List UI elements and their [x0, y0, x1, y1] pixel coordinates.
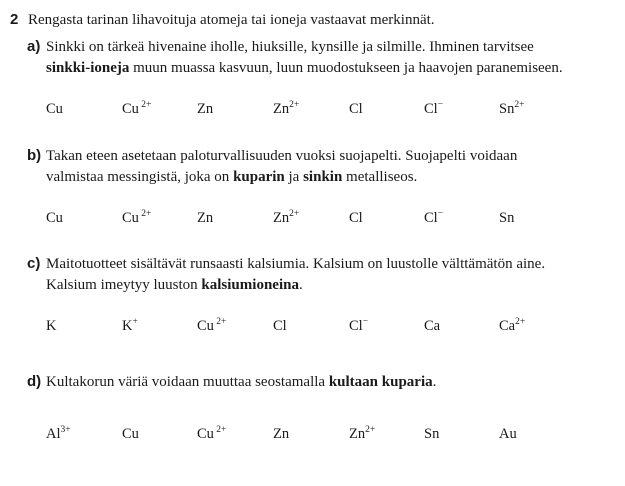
symbol-option[interactable]: Cl− — [349, 317, 369, 334]
symbol-row-a — [0, 101, 625, 121]
task-heading — [10, 10, 435, 30]
symbol-option[interactable]: Cu $^{2+}$ — [197, 425, 227, 442]
symbol-option[interactable]: $Zn^{2+}$ — [273, 100, 300, 117]
symbol-option[interactable]: Ca — [424, 318, 441, 334]
question-text: muun muassa kasvuun, luun muodostukseen ja haavojen paranemiseen. — [129, 59, 563, 76]
symbol-option[interactable]: Cu — [46, 210, 63, 226]
symbol-option[interactable]: Cl — [273, 318, 287, 334]
symbol-row-c — [0, 318, 625, 338]
symbol-option[interactable]: Zn — [197, 101, 214, 117]
symbol-option[interactable]: Au — [499, 426, 517, 442]
bold-term: kultaan kuparia — [328, 374, 433, 390]
question-text: Takan eteen asetetaan paloturvallisuuden vuoksi suojapelti. Suojapelti voidaan — [46, 148, 518, 164]
symbol-option[interactable]: Cu $^{2+}$ — [122, 100, 152, 117]
symbol-option[interactable]: Cu — [122, 426, 139, 442]
task-instruction: Rengasta tarinan lihavoituja atomeja tai ioneja vastaavat merkinnät. — [28, 12, 435, 28]
symbol-row-d — [0, 426, 625, 446]
symbol-option[interactable]: Cl− — [424, 100, 444, 117]
bold-term: sinkki-ioneja — [46, 59, 130, 76]
question-b: b) Takan eteen asetetaan paloturvallisuuden vuoksi suojapelti. Suojapelti voidaan valmistaa messingistä, joka on kuparin ja sinkin metalliseos. — [27, 147, 518, 185]
symbol-option[interactable]: $Zn^{2+}$ — [349, 425, 376, 442]
symbol-option[interactable]: K — [46, 318, 57, 334]
symbol-option[interactable]: Cl — [349, 210, 363, 226]
bold-term: sinkin — [303, 168, 343, 185]
symbol-option[interactable]: Cl− — [424, 209, 444, 226]
symbol-option[interactable]: Zn — [197, 210, 214, 226]
symbol-option[interactable]: Cu — [46, 101, 63, 117]
question-c: c) Maitotuotteet sisältävät runsaasti kalsiumia. Kalsium on luustolle välttämätön aine. Kalsium imeytyy luuston kalsiumioneina. — [27, 255, 546, 293]
question-label: b) — [27, 147, 42, 164]
task-number: 2 — [10, 11, 19, 28]
symbol-option[interactable]: $Al^{3+}$ — [46, 425, 71, 442]
question-a — [27, 37, 619, 78]
symbol-option[interactable]: $Ca^{2+}$ — [499, 317, 526, 334]
bold-term: kalsiumioneina — [201, 276, 299, 293]
bold-term: kuparin — [233, 168, 285, 185]
symbol-option[interactable]: K+ — [122, 317, 138, 334]
symbol-option[interactable]: Cl — [349, 101, 363, 117]
question-label: d) — [27, 373, 42, 390]
question-label: a) — [27, 38, 41, 55]
symbol-option[interactable]: Cu $^{2+}$ — [122, 209, 152, 226]
symbol-row-b — [0, 210, 625, 230]
symbol-option[interactable]: $Sn^{2+}$ — [499, 100, 525, 117]
question-label: c) — [27, 255, 41, 272]
question-text: Sinkki on tärkeä hivenaine iholle, hiuksille, kynsille ja silmille. Ihminen tarvitsee — [46, 39, 534, 55]
question-text: Maitotuotteet sisältävät runsaasti kalsiumia. Kalsium on luustolle välttämätön aine. — [46, 256, 546, 272]
symbol-option[interactable]: Sn — [499, 210, 515, 226]
symbol-option[interactable]: Zn — [273, 426, 290, 442]
symbol-option[interactable]: Cu $^{2+}$ — [197, 317, 227, 334]
question-d: d) Kultakorun väriä voidaan muuttaa seostamalla kultaan kuparia. — [27, 372, 619, 393]
symbol-option[interactable]: $Zn^{2+}$ — [273, 209, 300, 226]
symbol-option[interactable]: Sn — [424, 426, 440, 442]
